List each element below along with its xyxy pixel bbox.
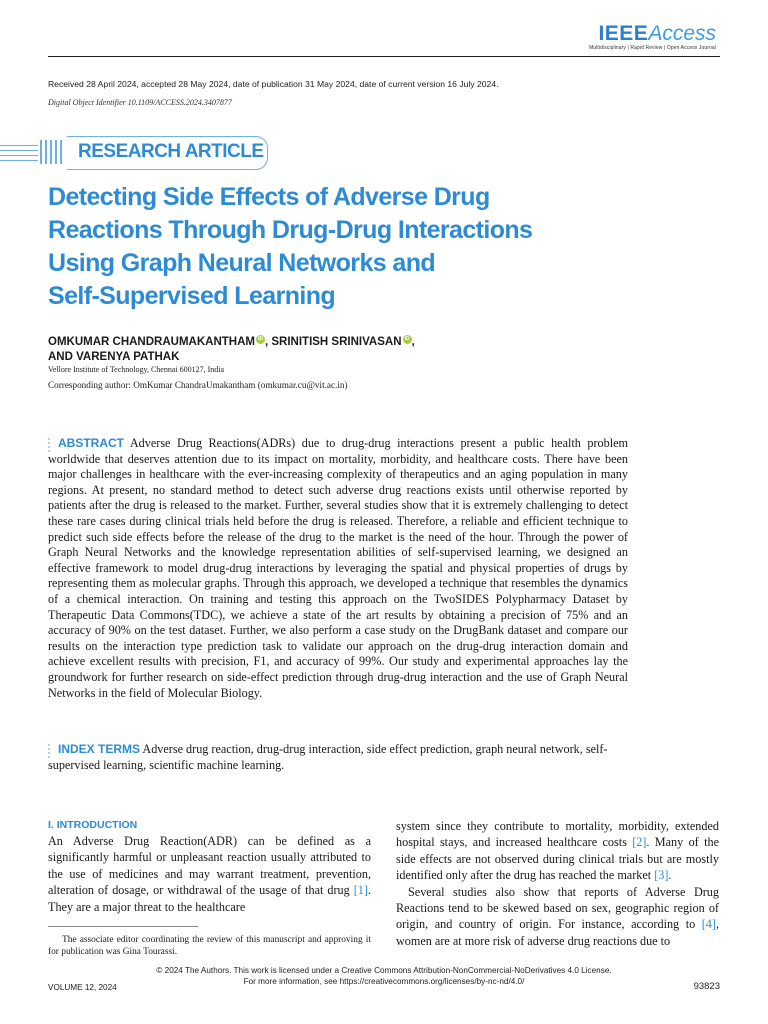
paragraph-text: . <box>668 868 672 883</box>
paragraph-text: Several studies also show that reports of Adverse Drug Reactions tend to be skewed based on sex, geographic region of origin, and country of origin. For instance, according to <box>396 884 719 932</box>
author-name: , SRINITISH SRINIVASAN <box>264 336 402 348</box>
logo-tagline: Multidisciplinary | Rapid Review | Open Access Journal <box>589 45 716 51</box>
citation-link[interactable]: [4] <box>701 917 716 932</box>
title-line: Self-Supervised Learning <box>48 282 336 310</box>
orcid-icon[interactable]: iD <box>404 336 410 342</box>
affiliation: Vellore Institute of Technology, Chennai 600127, India <box>48 365 225 374</box>
page-number: 93823 <box>693 981 720 992</box>
header-divider <box>48 56 720 57</box>
banner-bar <box>45 140 47 164</box>
banner-bar <box>40 140 42 164</box>
paragraph-text: . They are a major threat to the healthcare <box>48 883 371 914</box>
abstract-text: Adverse Drug Reactions(ADRs) due to drug-drug interactions present a public health problem worldwide that deserves attention due to its impact on mortality, morbidity, and healthcare costs. There have been major challenges in healthcare with the ever-increasing complexity of therapeutics and an aging population in many regions. At present, no standard method to detect such adverse drug reactions exists until otherwise reported by patients after the drug is released to the market. Further, several studies show that it is extremely challenging to detect these rare cases during clinical trials held before the drug is released. Therefore, a reliable and efficient technique to predict such side effects before the release of the drug to the market is the need of the hour. Through the power of Graph Neural Networks and the knowledge representation abilities of self-supervised learning, we designed an effective framework to model drug-drug interactions by leveraging the spatial and physical properties of drugs by representing them as molecular graphs. Through this approach, we developed a technique that resembles the dynamics of a chemical interaction. On training and testing this approach on the TwoSIDES Polypharmacy Dataset by Therapeutic Data Commons(TDC), we achieve a state of the art results by obtaining a precision of 75% and an accuracy of 90% on the test dataset. Further, we also perform a case study on the DrugBank dataset and compare our results on the interaction type prediction task to validate our approach on the drug-drug interaction domain and achieve excellent results with precision, F1, and accuracy of 99%. Our study and experimental approaches lay the groundwork for further research on side-effect prediction through drug-drug interaction and the use of Graph Neural Networks in the field of Molecular Biology. <box>48 436 628 700</box>
author-list <box>48 335 415 365</box>
paragraph-text: system since they contribute to mortality, morbidity, extended hospital stays, and increased healthcare costs <box>396 819 719 850</box>
paragraph-text: . Many of the side effects are not observed during clinical trials but are mostly identified only after the drug has reached the market <box>396 835 719 883</box>
publication-dates: Received 28 April 2024, accepted 28 May 2024, date of publication 31 May 2024, date of current version 16 July 2024. <box>48 79 499 89</box>
footnote-text: The associate editor coordinating the review of this manuscript and approving it for publication was Gina Tourassi. <box>48 935 371 957</box>
title-line: Detecting Side Effects of Adverse Drug <box>48 183 490 211</box>
index-terms-section <box>48 742 628 773</box>
title-line: Reactions Through Drug-Drug Interactions <box>48 216 533 244</box>
logo-ieee-text: IEEE <box>598 22 649 45</box>
abstract-label: ABSTRACT <box>58 436 124 450</box>
editor-footnote <box>48 934 371 958</box>
body-column-right <box>396 818 719 949</box>
author-name: AND VARENYA PATHAK <box>48 351 180 363</box>
author-name: OMKUMAR CHANDRAUMAKANTHAM <box>48 336 255 348</box>
citation-link[interactable]: [1] <box>353 883 368 898</box>
citation-link[interactable]: [3] <box>654 868 669 883</box>
corresponding-author: Corresponding author: OmKumar ChandraUmakantham (omkumar.cu@vit.ac.in) <box>48 380 348 390</box>
banner-bar <box>60 140 62 164</box>
license-link[interactable]: For more information, see https://creativecommons.org/licenses/by-nc-nd/4.0/ <box>243 977 525 986</box>
body-paragraph <box>48 833 371 915</box>
index-terms-label: INDEX TERMS <box>58 742 141 756</box>
logo-access-text: Access <box>648 22 716 45</box>
volume-label: VOLUME 12, 2024 <box>48 983 117 992</box>
banner-bar <box>50 140 52 164</box>
banner-bar <box>55 140 57 164</box>
body-paragraph <box>396 884 719 950</box>
banner-stripe <box>0 160 38 161</box>
banner-stripe <box>0 150 38 151</box>
research-article-banner <box>0 136 270 170</box>
body-column-left <box>48 818 371 915</box>
banner-label: RESEARCH ARTICLE <box>78 141 264 162</box>
paragraph-text: An Adverse Drug Reaction(ADR) can be defined as a significantly harmful or unpleasant reaction usually attributed to the use of medicines and may warrant treatment, prevention, alteration of dosage, or withdrawal of the usage of that drug <box>48 834 371 898</box>
abstract-section <box>48 436 628 701</box>
body-paragraph <box>396 818 719 884</box>
journal-logo <box>589 22 716 51</box>
citation-link[interactable]: [2] <box>632 835 647 850</box>
index-terms-text: Adverse drug reaction, drug-drug interaction, side effect prediction, graph neural network, self-supervised learning, scientific machine learning. <box>48 742 608 772</box>
footnote-divider <box>48 926 198 927</box>
orcid-icon[interactable]: iD <box>257 336 263 342</box>
author-separator: , <box>411 336 415 348</box>
banner-stripe <box>0 155 38 156</box>
paragraph-text: , women are at more risk of adverse drug reactions due to <box>396 917 719 948</box>
paper-title <box>48 181 608 313</box>
doi-line[interactable]: Digital Object Identifier 10.1109/ACCESS.2024.3407877 <box>48 98 232 107</box>
license-text: © 2024 The Authors. This work is licensed under a Creative Commons Attribution-NonCommercial-NoDerivatives 4.0 License. <box>156 966 612 975</box>
section-heading: I. INTRODUCTION <box>48 819 138 831</box>
banner-stripe <box>0 145 38 146</box>
title-line: Using Graph Neural Networks and <box>48 249 436 277</box>
